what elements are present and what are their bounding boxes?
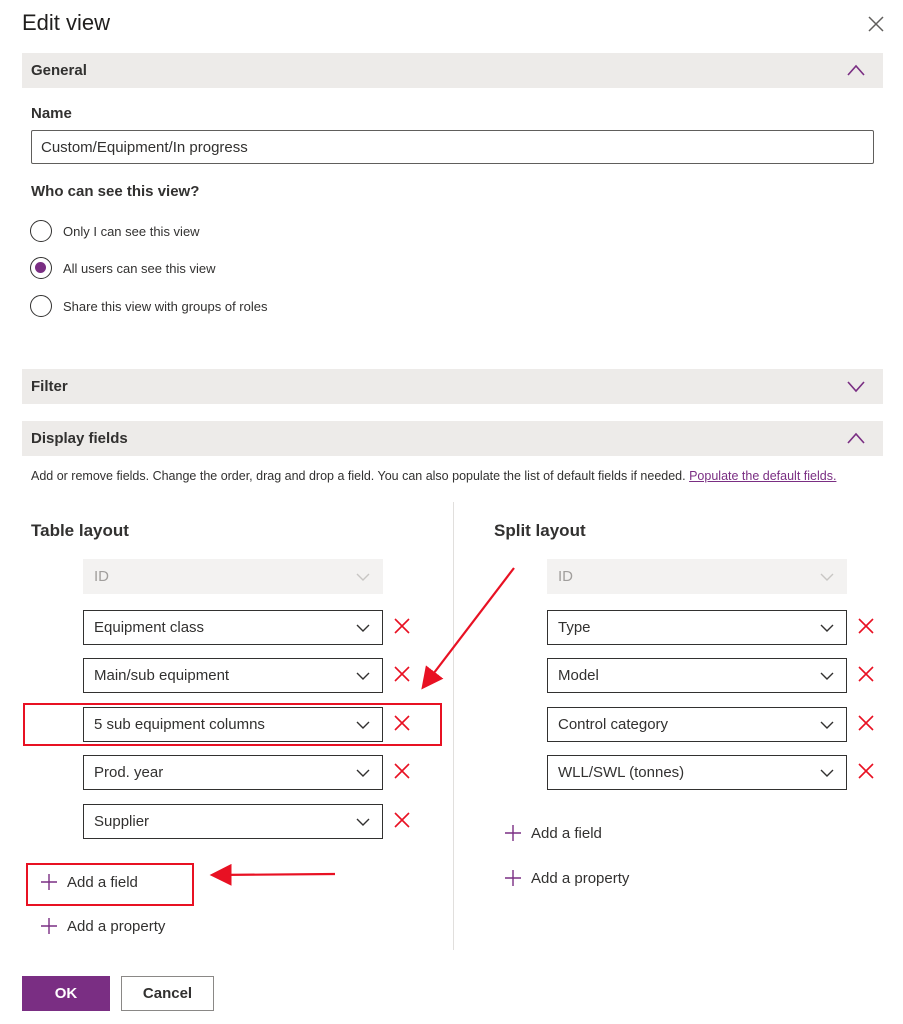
remove-field-icon[interactable] (857, 617, 875, 635)
dropdown-value: Control category (558, 716, 669, 733)
chevron-down-icon (356, 671, 370, 681)
close-icon[interactable] (866, 14, 886, 34)
name-label: Name (31, 105, 72, 122)
table-field-dropdown[interactable] (83, 755, 383, 790)
chevron-down-icon (820, 720, 834, 730)
radio-all-users[interactable] (30, 256, 215, 280)
section-general[interactable] (22, 53, 883, 88)
radio-button[interactable] (30, 220, 52, 242)
dropdown-value: Type (558, 619, 591, 636)
chevron-down-icon (846, 379, 866, 393)
annotation-arrow-horizontal (214, 874, 335, 875)
section-filter[interactable] (22, 369, 883, 404)
dropdown-value: Main/sub equipment (94, 667, 230, 684)
split-field-id (547, 559, 847, 594)
table-add-property-button[interactable] (40, 917, 165, 935)
chevron-down-icon (820, 671, 834, 681)
chevron-down-icon (356, 768, 370, 778)
chevron-down-icon (356, 572, 370, 582)
chevron-down-icon (820, 572, 834, 582)
radio-only-me[interactable] (30, 219, 200, 243)
radio-label: Share this view with groups of roles (63, 298, 268, 314)
dropdown-value: 5 sub equipment columns (94, 716, 265, 733)
split-field-dropdown[interactable] (547, 707, 847, 742)
table-layout-title: Table layout (31, 521, 129, 540)
chevron-down-icon (820, 768, 834, 778)
dropdown-value: WLL/SWL (tonnes) (558, 764, 685, 781)
dialog-title: Edit view (22, 10, 111, 35)
remove-field-icon[interactable] (393, 762, 411, 780)
table-field-dropdown[interactable] (83, 707, 383, 742)
split-add-field-button[interactable] (504, 824, 602, 842)
section-filter-label: Filter (31, 378, 68, 395)
display-fields-description (31, 467, 861, 485)
plus-icon (40, 873, 58, 891)
section-display-fields[interactable] (22, 421, 883, 456)
remove-field-icon[interactable] (857, 714, 875, 732)
add-property-label: Add a property (531, 869, 630, 887)
chevron-down-icon (820, 623, 834, 633)
add-field-label: Add a field (531, 824, 602, 842)
chevron-up-icon (846, 63, 866, 77)
chevron-down-icon (356, 623, 370, 633)
add-property-label: Add a property (67, 917, 166, 935)
remove-field-icon[interactable] (393, 714, 411, 732)
populate-default-fields-link[interactable]: Populate the default fields. (689, 469, 837, 483)
dropdown-value: Equipment class (94, 619, 205, 636)
ok-button[interactable]: OK (22, 976, 110, 1011)
radio-share-groups[interactable] (30, 294, 267, 318)
dropdown-value: Supplier (94, 813, 150, 830)
split-layout-title: Split layout (494, 521, 586, 540)
chevron-up-icon (846, 431, 866, 445)
cancel-button[interactable]: Cancel (121, 976, 214, 1011)
table-field-dropdown[interactable] (83, 804, 383, 839)
dropdown-value: Prod. year (94, 764, 164, 781)
annotation-arrow-diagonal (424, 568, 514, 686)
split-field-dropdown[interactable] (547, 755, 847, 790)
table-field-dropdown[interactable] (83, 658, 383, 693)
plus-icon (40, 917, 58, 935)
dropdown-value: ID (94, 568, 109, 585)
dropdown-value: ID (558, 568, 573, 585)
chevron-down-icon (356, 720, 370, 730)
split-field-dropdown[interactable] (547, 658, 847, 693)
remove-field-icon[interactable] (393, 617, 411, 635)
radio-label: All users can see this view (63, 260, 216, 276)
remove-field-icon[interactable] (393, 811, 411, 829)
table-add-field-button[interactable] (40, 873, 138, 891)
name-input[interactable] (31, 130, 874, 164)
section-display-fields-label: Display fields (31, 430, 128, 447)
radio-button-checked[interactable] (30, 257, 52, 279)
plus-icon (504, 869, 522, 887)
add-field-label: Add a field (67, 873, 138, 891)
description-text: Add or remove fields. Change the order, drag and drop a field. You can also populate the list of default fields if needed. (31, 469, 686, 483)
remove-field-icon[interactable] (857, 762, 875, 780)
chevron-down-icon (356, 817, 370, 827)
table-field-id (83, 559, 383, 594)
dropdown-value: Model (558, 667, 599, 684)
remove-field-icon[interactable] (393, 665, 411, 683)
table-field-dropdown[interactable] (83, 610, 383, 645)
column-divider (453, 502, 454, 950)
remove-field-icon[interactable] (857, 665, 875, 683)
radio-button[interactable] (30, 295, 52, 317)
section-general-label: General (31, 62, 87, 79)
plus-icon (504, 824, 522, 842)
split-field-dropdown[interactable] (547, 610, 847, 645)
visibility-label: Who can see this view? (31, 183, 200, 200)
radio-label: Only I can see this view (63, 223, 200, 239)
split-add-property-button[interactable] (504, 869, 629, 887)
